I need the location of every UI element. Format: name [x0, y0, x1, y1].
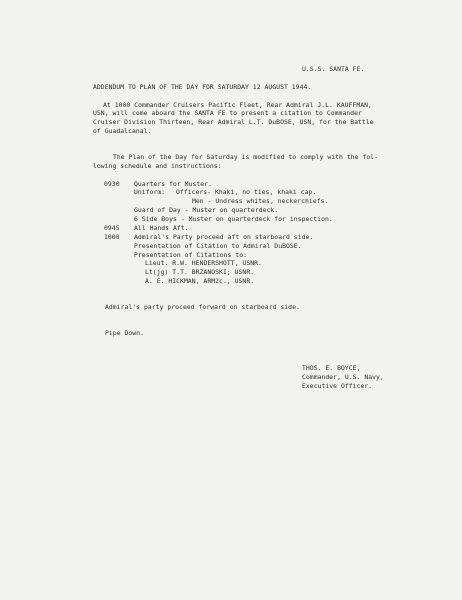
citation-entry: Lieut. R.W. HENDERSHOTT, USNR.	[145, 259, 262, 267]
schedule-item: Presentation of Citations to:	[134, 251, 248, 259]
schedule-item: All Hands Aft.	[134, 224, 189, 232]
signature-name: THOS. E. BOYCE,	[302, 364, 361, 372]
paragraph-line: lowing schedule and instructions:	[93, 162, 222, 170]
signature-rank: Commander, U.S. Navy,	[302, 373, 384, 381]
schedule-time: 0930	[104, 180, 120, 188]
signature-title: Executive Officer.	[302, 382, 373, 390]
schedule-item: Quarters for Muster.	[134, 180, 212, 188]
schedule-label: Uniform:	[134, 188, 166, 196]
schedule-item: Presentation of Citation to Admiral DuBOSE.	[134, 242, 302, 250]
paragraph-line: of Guadalcanal.	[93, 127, 152, 135]
schedule-item: Admiral's Party proceed aft on starboard side.	[134, 233, 314, 241]
paragraph-line: Pipe Down.	[105, 329, 144, 337]
schedule-item: 6 Side Boys - Muster on quarterdeck for inspection.	[134, 215, 333, 223]
citation-entry: Lt(jg) T.T. BRZANOSKI; USNR.	[145, 268, 255, 276]
paragraph-line: Cruiser Division Thirteen, Rear Admiral L.T. DuBOSE, USN, for the Battle	[93, 118, 374, 126]
paragraph-line: The Plan of the Day for Saturday is modified to comply with the fol-	[113, 153, 379, 161]
document-title: ADDENDUM TO PLAN OF THE DAY FOR SATURDAY 12 AUGUST 1944.	[93, 83, 312, 91]
schedule-item: Guard of Day - Muster on quarterdeck.	[134, 206, 279, 214]
schedule-item: Officers- Khaki, no ties, khaki cap.	[176, 188, 317, 196]
paragraph-line: At 1000 Commander Cruisers Pacific Fleet, Rear Admiral J.L. KAUFFMAN,	[103, 101, 372, 109]
schedule-item: Men - Undress whites, neckerchiefs.	[192, 197, 329, 205]
schedule-time: 1000	[104, 233, 120, 241]
paragraph-line: USN, will come aboard the SANTA FE to present a citation to Commander	[93, 109, 362, 117]
ship-header: U.S.S. SANTA FE.	[302, 65, 365, 73]
schedule-time: 0945	[104, 224, 120, 232]
paragraph-line: Admiral's party proceed forward on starboard side.	[105, 303, 300, 311]
citation-entry: A. E. HICKMAN, ARM2c., USNR.	[145, 277, 255, 285]
